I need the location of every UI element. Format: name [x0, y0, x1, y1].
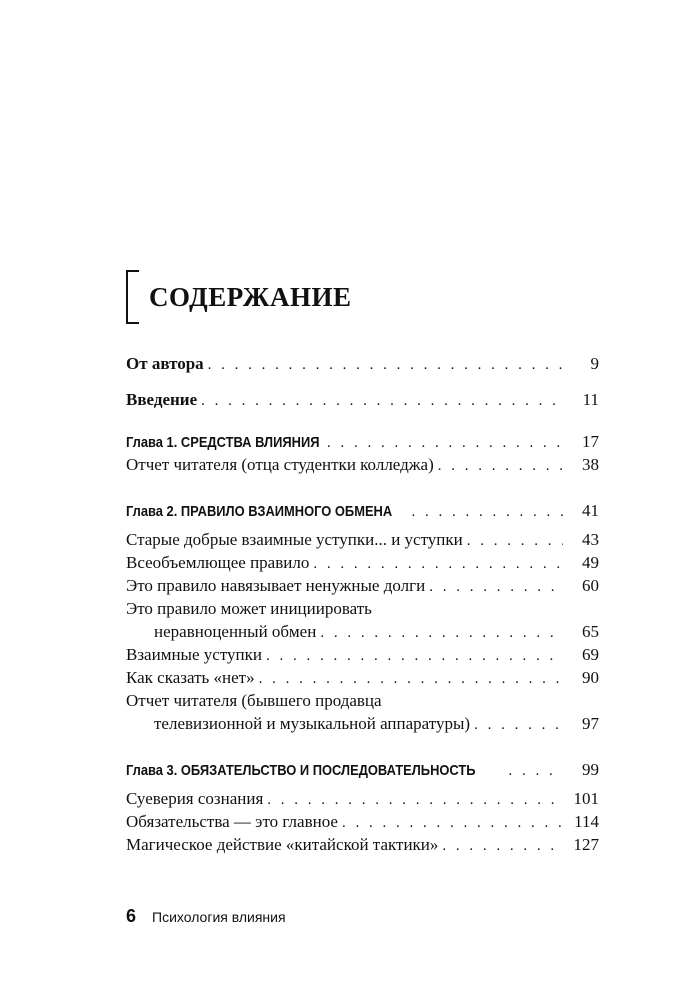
toc-entry-page: 127	[573, 835, 599, 854]
page-footer	[126, 906, 286, 927]
toc-entry-title: Магическое действие «китайской тактики»	[126, 835, 439, 854]
toc-leader-dots	[267, 789, 563, 812]
toc-entry[interactable]	[126, 551, 599, 574]
toc-entry-title-line2: неравноценный обмен	[154, 622, 317, 641]
toc-entry[interactable]	[126, 574, 599, 597]
toc-entry-page: 11	[582, 390, 599, 409]
toc-entry-introduction[interactable]	[126, 388, 599, 411]
toc-entry-title: Обязательства — это главное	[126, 812, 338, 831]
toc-entry-title: Глава 1. СРЕДСТВА ВЛИЯНИЯ	[126, 434, 320, 451]
toc-leader-dots	[442, 835, 563, 858]
toc-entry-title: Это правило навязывает ненужные долги	[126, 576, 426, 595]
toc-entry-page: 49	[582, 553, 599, 572]
toc-entry[interactable]	[126, 810, 599, 833]
toc-leader-dots	[412, 501, 563, 524]
toc-entry-page: 60	[582, 576, 599, 595]
toc-leader-dots	[429, 576, 563, 599]
toc-entry-page: 101	[573, 789, 599, 808]
toc-entry-page: 65	[582, 622, 599, 641]
toc-leader-dots	[266, 645, 563, 668]
toc-leader-dots	[342, 812, 563, 835]
toc-entry[interactable]	[126, 528, 599, 551]
toc-leader-dots	[313, 553, 563, 576]
toc-entry-title: Глава 3. ОБЯЗАТЕЛЬСТВО И ПОСЛЕДОВАТЕЛЬНОСТЬ	[126, 762, 476, 779]
running-title: Психология влияния	[152, 909, 286, 925]
toc-entry-page: 99	[582, 760, 599, 779]
toc-chapter-2[interactable]	[126, 499, 599, 522]
toc-chapter-1[interactable]	[126, 430, 599, 453]
toc-entry-page: 38	[582, 455, 599, 474]
toc-entry-page: 9	[590, 354, 599, 373]
toc-entry-title: Всеобъемлющее правило	[126, 553, 310, 572]
toc-leader-dots	[259, 668, 563, 691]
toc-entry[interactable]	[126, 712, 599, 735]
toc-entry-title: От автора	[126, 354, 204, 373]
toc-entry-page: 41	[582, 501, 599, 520]
toc-entry-page: 114	[574, 812, 599, 831]
toc-entry[interactable]	[126, 643, 599, 666]
toc-leader-dots	[208, 354, 563, 377]
page-number: 6	[126, 906, 137, 926]
toc-entry-title: Глава 2. ПРАВИЛО ВЗАИМНОГО ОБМЕНА	[126, 503, 393, 520]
toc-entry-title: Старые добрые взаимные уступки... и уступки	[126, 530, 463, 549]
toc-leader-dots	[508, 760, 563, 783]
toc-entry[interactable]	[126, 620, 599, 643]
toc-leader-dots	[327, 432, 563, 455]
toc-entry-title-line1[interactable]: Отчет читателя (бывшего продавца	[126, 691, 382, 710]
toc-entry-page: 69	[582, 645, 599, 664]
toc-entry[interactable]	[126, 666, 599, 689]
toc-entry-title-line2: телевизионной и музыкальной аппаратуры)	[154, 714, 471, 733]
bracket-ornament	[126, 270, 139, 324]
toc-entry-page: 17	[582, 432, 599, 451]
toc-entry-title-line1[interactable]: Это правило может инициировать	[126, 599, 372, 618]
toc-leader-dots	[201, 390, 563, 413]
toc-leader-dots	[474, 714, 563, 737]
toc-entry-page: 97	[582, 714, 599, 733]
toc-entry[interactable]	[126, 833, 599, 856]
toc-leader-dots	[467, 530, 563, 553]
toc-leader-dots	[320, 622, 563, 645]
toc-entry-page: 90	[582, 668, 599, 687]
table-of-contents	[126, 352, 599, 856]
toc-entry-from-author[interactable]	[126, 352, 599, 375]
toc-entry-title: Отчет читателя (отца студентки колледжа)	[126, 455, 434, 474]
toc-entry-page: 43	[582, 530, 599, 549]
toc-entry-title: Как сказать «нет»	[126, 668, 255, 687]
toc-entry-title: Введение	[126, 390, 198, 409]
toc-chapter-3[interactable]	[126, 758, 599, 781]
toc-leader-dots	[438, 455, 563, 478]
toc-entry[interactable]	[126, 453, 599, 476]
page-title: СОДЕРЖАНИЕ	[149, 281, 352, 312]
toc-entry-title: Взаимные уступки	[126, 645, 262, 664]
toc-entry[interactable]	[126, 787, 599, 810]
contents-heading	[126, 268, 352, 326]
toc-entry-title: Суеверия сознания	[126, 789, 264, 808]
